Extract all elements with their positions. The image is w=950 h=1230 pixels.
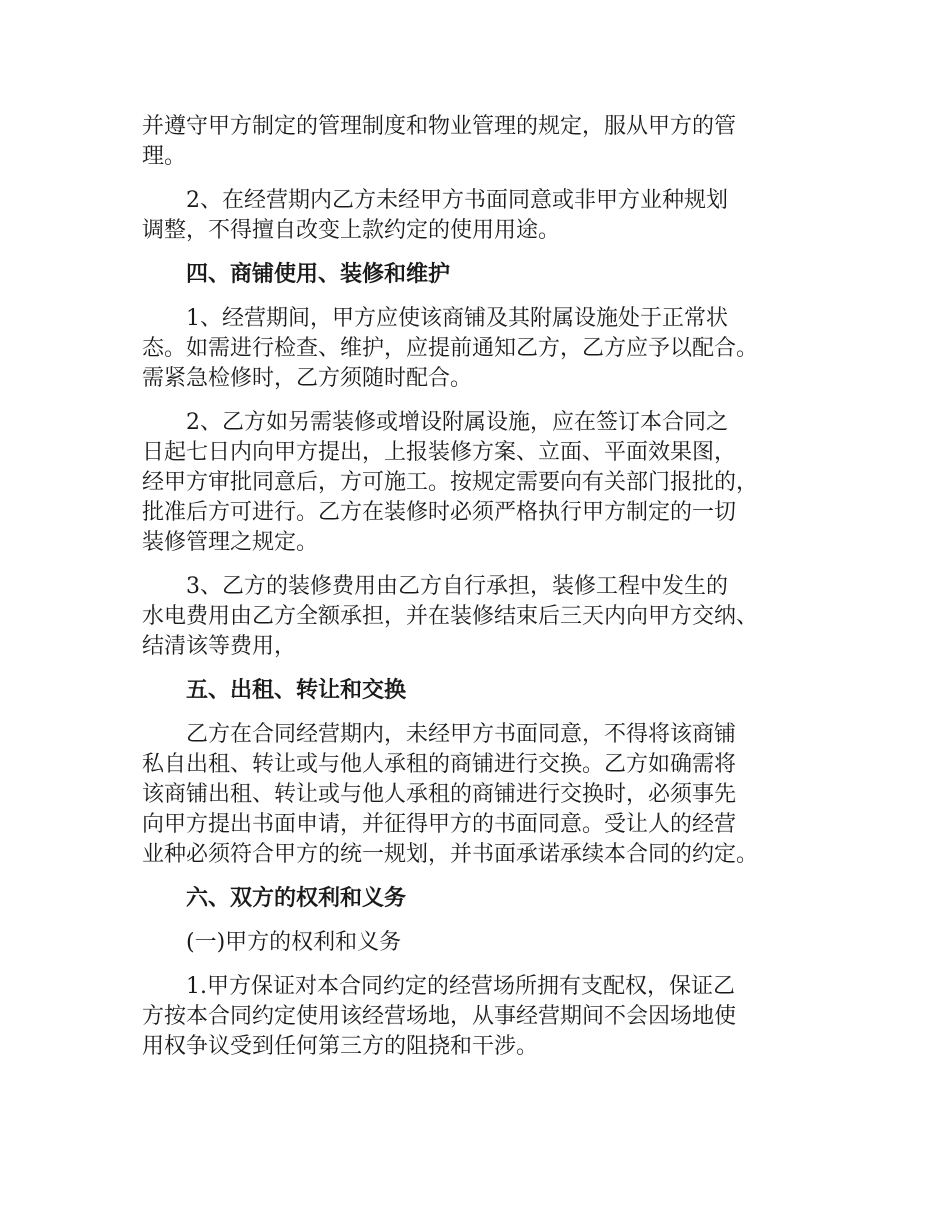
paragraph-line: 水电费用由乙方全额承担，并在装修结束后三天内向甲方交纳、 (142, 604, 759, 629)
paragraph-line: (一)甲方的权利和义务 (186, 930, 402, 955)
paragraph-renovation (142, 408, 827, 558)
paragraph-compliance (142, 112, 827, 172)
document-body (142, 112, 827, 1062)
paragraph-line: 调整，不得擅自改变上款约定的使用用途。 (142, 218, 561, 243)
paragraph-line: 1、经营期间，甲方应使该商铺及其附属设施处于正常状 (186, 306, 728, 331)
paragraph-renovation-costs (142, 572, 827, 662)
paragraph-line: 私自出租、转让或与他人承租的商铺进行交换。乙方如确需将 (142, 752, 737, 777)
paragraph-maintenance (142, 304, 827, 394)
paragraph-line: 装修管理之规定。 (142, 530, 319, 555)
paragraph-line: 2、在经营期内乙方未经甲方书面同意或非甲方业种规划 (186, 188, 728, 213)
paragraph-party-a-guarantee (142, 972, 827, 1062)
paragraph-line: 并遵守甲方制定的管理制度和物业管理的规定，服从甲方的管 (142, 114, 737, 139)
paragraph-line: 乙方在合同经营期内，未经甲方书面同意，不得将该商铺 (186, 722, 737, 747)
paragraph-line: 3、乙方的装修费用由乙方自行承担，装修工程中发生的 (186, 574, 728, 599)
section-heading-6: 六、双方的权利和义务 (186, 886, 407, 911)
paragraph-line: 2、乙方如另需装修或增设附属设施，应在签订本合同之 (186, 410, 728, 435)
paragraph-line: 批准后方可进行。乙方在装修时必须严格执行甲方制定的一切 (142, 500, 737, 525)
paragraph-line: 1.甲方保证对本合同约定的经营场所拥有支配权，保证乙 (186, 974, 735, 999)
paragraph-line: 日起七日内向甲方提出，上报装修方案、立面、平面效果图， (142, 440, 737, 465)
paragraph-line: 向甲方提出书面申请，并征得甲方的书面同意。受让人的经营 (142, 812, 737, 837)
paragraph-line: 业种必须符合甲方的统一规划，并书面承诺承续本合同的约定。 (142, 842, 759, 867)
section-heading-4: 四、商铺使用、装修和维护 (186, 262, 451, 287)
paragraph-line: 需紧急检修时，乙方须随时配合。 (142, 366, 473, 391)
paragraph-line: 经甲方审批同意后，方可施工。按规定需要向有关部门报批的， (142, 470, 759, 495)
paragraph-usage-change (142, 186, 827, 246)
paragraph-line: 方按本合同约定使用该经营场地，从事经营期间不会因场地使 (142, 1004, 737, 1029)
section-heading-5: 五、出租、转让和交换 (186, 678, 407, 703)
subsection-heading-party-a (142, 928, 827, 958)
paragraph-line: 该商铺出租、转让或与他人承租的商铺进行交换时，必须事先 (142, 782, 737, 807)
paragraph-line: 理。 (142, 144, 187, 169)
paragraph-line: 用权争议受到任何第三方的阻挠和干涉。 (142, 1034, 539, 1059)
paragraph-subletting (142, 720, 827, 870)
paragraph-line: 结清该等费用， (142, 634, 297, 659)
paragraph-line: 态。如需进行检查、维护，应提前通知乙方，乙方应予以配合。 (142, 336, 759, 361)
